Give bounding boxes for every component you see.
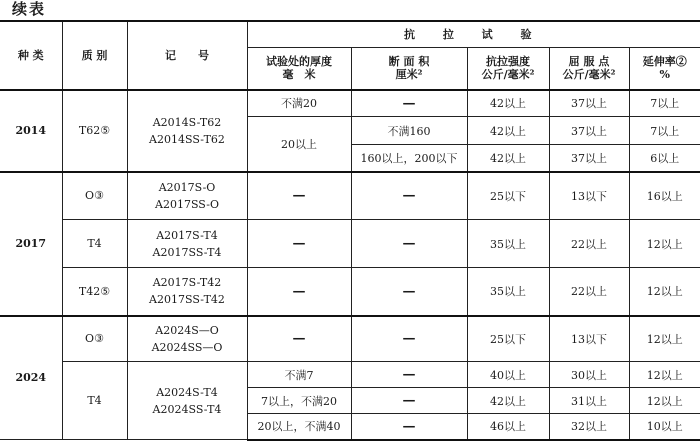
yield-cell: 37以上 [549,145,629,172]
area-cell: — [351,362,467,388]
thickness-cell: 20以上，不满40 [247,414,351,440]
col-header-kind: 种 类 [0,21,62,90]
elongation-cell: 7以上 [629,117,700,145]
tensile-cell: 40以上 [467,362,549,388]
kind-cell: 2014 [0,90,62,172]
continued-caption: 续表 [12,0,47,18]
table-row [0,90,700,117]
elongation-cell: 16以上 [629,172,700,220]
thickness-cell: 20以上 [247,117,351,172]
elongation-cell: 12以上 [629,388,700,414]
elongation-cell: 12以上 [629,362,700,388]
elongation-cell: 12以上 [629,316,700,362]
code-cell: A2024S—O A2024SS—O [127,316,247,362]
yield-cell: 22以上 [549,268,629,316]
code-cell: A2017S-T4 A2017SS-T4 [127,220,247,268]
temper-cell: T62⑤ [62,90,127,172]
area-cell: — [351,220,467,268]
col-header-elongation: 延伸率② % [629,48,700,90]
area-cell: — [351,268,467,316]
temper-cell: O③ [62,316,127,362]
yield-cell: 13以下 [549,316,629,362]
yield-cell: 22以上 [549,220,629,268]
table-row [0,220,700,268]
yield-cell: 13以下 [549,172,629,220]
area-cell: — [351,414,467,440]
area-cell: — [351,90,467,117]
yield-cell: 31以上 [549,388,629,414]
temper-cell: T42⑤ [62,268,127,316]
elongation-cell: 10以上 [629,414,700,440]
area-cell: 不满160 [351,117,467,145]
col-header-code: 记 号 [127,21,247,90]
temper-cell: T4 [62,220,127,268]
temper-cell: O③ [62,172,127,220]
tensile-cell: 35以上 [467,220,549,268]
thickness-cell: — [247,268,351,316]
yield-cell: 32以上 [549,414,629,440]
tensile-cell: 25以下 [467,316,549,362]
code-cell: A2017S-O A2017SS-O [127,172,247,220]
kind-cell: 2024 [0,316,62,440]
area-cell: — [351,172,467,220]
elongation-cell: 7以上 [629,90,700,117]
table-row [0,172,700,220]
code-cell: A2024S-T4 A2024SS-T4 [127,362,247,440]
table-row [0,316,700,362]
area-cell: — [351,388,467,414]
tensile-cell: 25以下 [467,172,549,220]
thickness-cell: — [247,316,351,362]
kind-cell: 2017 [0,172,62,316]
tensile-cell: 42以上 [467,388,549,414]
thickness-cell: 不满7 [247,362,351,388]
tensile-cell: 42以上 [467,145,549,172]
col-header-area: 断 面 积 厘米² [351,48,467,90]
elongation-cell: 6以上 [629,145,700,172]
area-cell: — [351,316,467,362]
tensile-cell: 35以上 [467,268,549,316]
code-cell: A2014S-T62 A2014SS-T62 [127,90,247,172]
thickness-cell: 7以上，不满20 [247,388,351,414]
tensile-cell: 42以上 [467,117,549,145]
thickness-cell: 不满20 [247,90,351,117]
yield-cell: 37以上 [549,90,629,117]
table-row [0,268,700,316]
table-row [0,362,700,388]
temper-cell: T4 [62,362,127,440]
elongation-cell: 12以上 [629,220,700,268]
thickness-cell: — [247,172,351,220]
tensile-cell: 42以上 [467,90,549,117]
col-header-temper: 质 别 [62,21,127,90]
code-cell: A2017S-T42 A2017SS-T42 [127,268,247,316]
col-header-tensile-strength: 抗拉强度 公斤/毫米² [467,48,549,90]
col-header-thickness: 试验处的厚度 毫 米 [247,48,351,90]
tensile-cell: 46以上 [467,414,549,440]
col-header-tensile-test: 抗 拉 试 验 [247,21,700,48]
yield-cell: 37以上 [549,117,629,145]
col-header-yield-point: 屈 服 点 公斤/毫米² [549,48,629,90]
yield-cell: 30以上 [549,362,629,388]
aluminum-alloy-tensile-table [0,20,700,441]
elongation-cell: 12以上 [629,268,700,316]
thickness-cell: — [247,220,351,268]
area-cell: 160以上，200以下 [351,145,467,172]
